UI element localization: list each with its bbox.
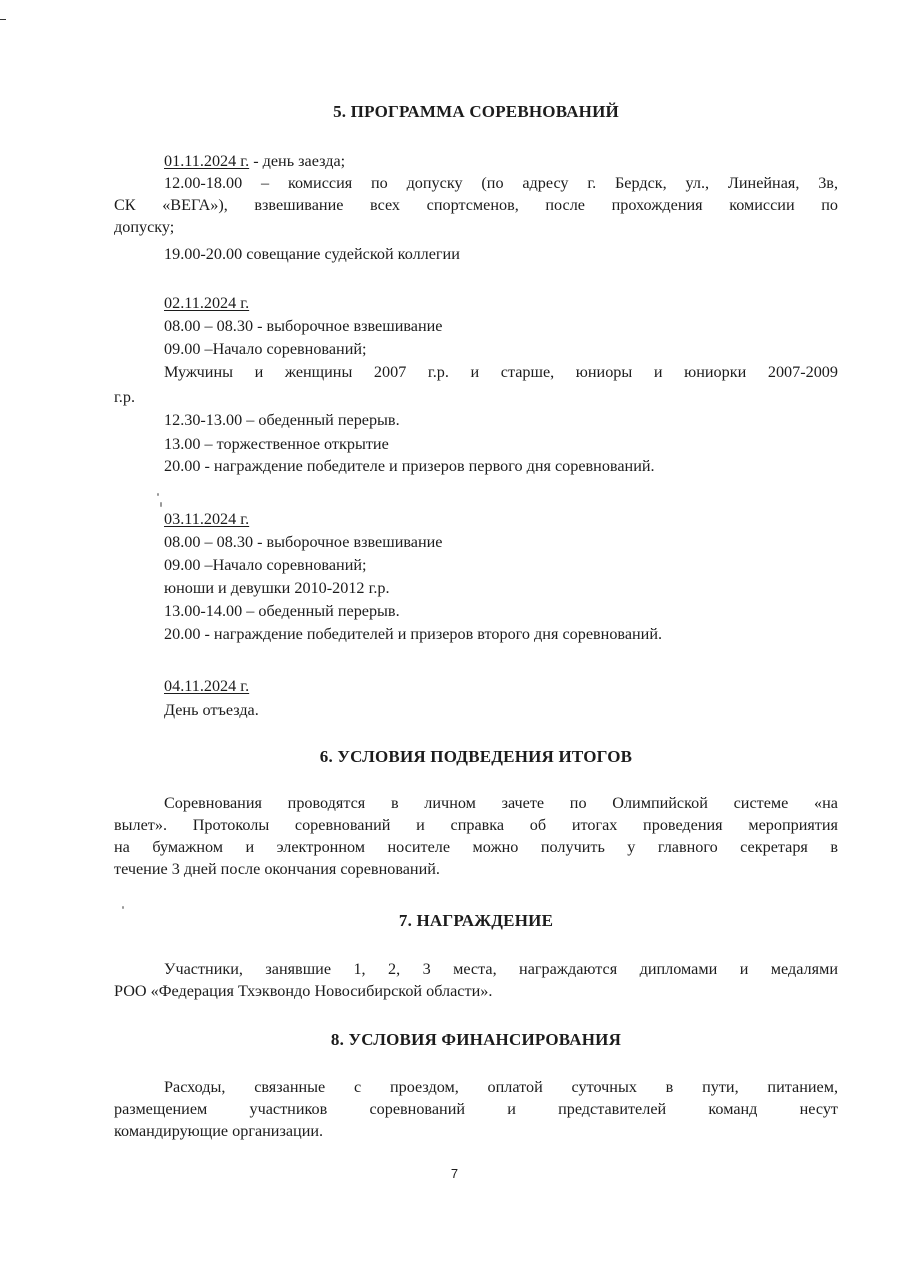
section-6-title: 6. УСЛОВИЯ ПОДВЕДЕНИЯ ИТОГОВ: [319, 747, 633, 766]
scan-corner-mark: [0, 19, 6, 20]
day1-date-suffix: - день заезда;: [249, 152, 346, 170]
section-6-line: на бумажном и электронном носителе можно получить у главного секретаря в: [114, 838, 838, 856]
day1-line1-cont: СК «ВЕГА»), взвешивание всех спортсменов, после прохождения комиссии по: [114, 196, 838, 214]
section-6-line: вылет». Протоколы соревнований и справка об итогах проведения мероприятия: [114, 816, 838, 834]
section-8-line: Расходы, связанные с проездом, оплатой суточных в пути, питанием,: [164, 1078, 838, 1096]
section-6-line: течение 3 дней после окончания соревнований.: [114, 860, 440, 878]
day2-line2: 09.00 –Начало соревнований;: [164, 340, 367, 358]
section-7-paragraph: [114, 958, 838, 1002]
day1-line1: 12.00-18.00 – комиссия по допуску (по адресу г. Бердск, ул., Линейная, 3в,: [164, 174, 838, 192]
section-6-line: Соревнования проводятся в личном зачете по Олимпийской системе «на: [164, 794, 838, 812]
day1-line2: 19.00-20.00 совещание судейской коллегии: [164, 245, 460, 263]
day3-line5: 20.00 - награждение победителей и призеров второго дня соревнований.: [164, 625, 663, 643]
section-8-line: командирующие организации.: [114, 1122, 324, 1140]
day3-line4: 13.00-14.00 – обеденный перерыв.: [164, 602, 400, 620]
page-number: 7: [450, 1166, 459, 1181]
day2-line1: 08.00 – 08.30 - выборочное взвешивание: [164, 317, 443, 335]
day3-line1: 08.00 – 08.30 - выборочное взвешивание: [164, 533, 443, 551]
scan-speck: [157, 493, 159, 496]
section-7-title: 7. НАГРАЖДЕНИЕ: [398, 911, 554, 930]
day2-line3-end: г.р.: [114, 388, 135, 406]
day2-line6: 20.00 - награждение победителе и призеров первого дня соревнований.: [164, 457, 655, 475]
section-5-title: 5. ПРОГРАММА СОРЕВНОВАНИЙ: [333, 102, 619, 121]
day2-line4: 12.30-13.00 – обеденный перерыв.: [164, 411, 400, 429]
day1-date: 01.11.2024 г.: [164, 152, 250, 170]
section-8-paragraph: [114, 1076, 838, 1142]
day1-date-line: [164, 151, 345, 171]
day2-date: 02.11.2024 г.: [164, 294, 250, 312]
day2-line3-wrap: [164, 361, 838, 383]
day4-date: 04.11.2024 г.: [164, 677, 250, 695]
day2-line5: 13.00 – торжественное открытие: [164, 435, 389, 453]
section-6-paragraph: [114, 792, 838, 880]
day3-line3: юноши и девушки 2010-2012 г.р.: [164, 579, 390, 597]
day1-line1-end: допуску;: [114, 218, 175, 236]
day2-line3: Мужчины и женщины 2007 г.р. и старше, юниоры и юниорки 2007-2009: [164, 363, 838, 381]
section-7-line: РОО «Федерация Тхэквондо Новосибирской области».: [114, 982, 493, 1000]
day3-date: 03.11.2024 г.: [164, 510, 250, 528]
day4-line1: День отъезда.: [164, 701, 259, 719]
section-7-line: Участники, занявшие 1, 2, 3 места, награждаются дипломами и медалями: [164, 960, 838, 978]
scan-speck: [160, 502, 162, 507]
section-8-title: 8. УСЛОВИЯ ФИНАНСИРОВАНИЯ: [330, 1030, 622, 1049]
section-8-line: размещением участников соревнований и представителей команд несут: [114, 1100, 838, 1118]
day3-line2: 09.00 –Начало соревнований;: [164, 556, 367, 574]
scan-speck: [122, 906, 124, 909]
day1-paragraph: [114, 172, 838, 238]
